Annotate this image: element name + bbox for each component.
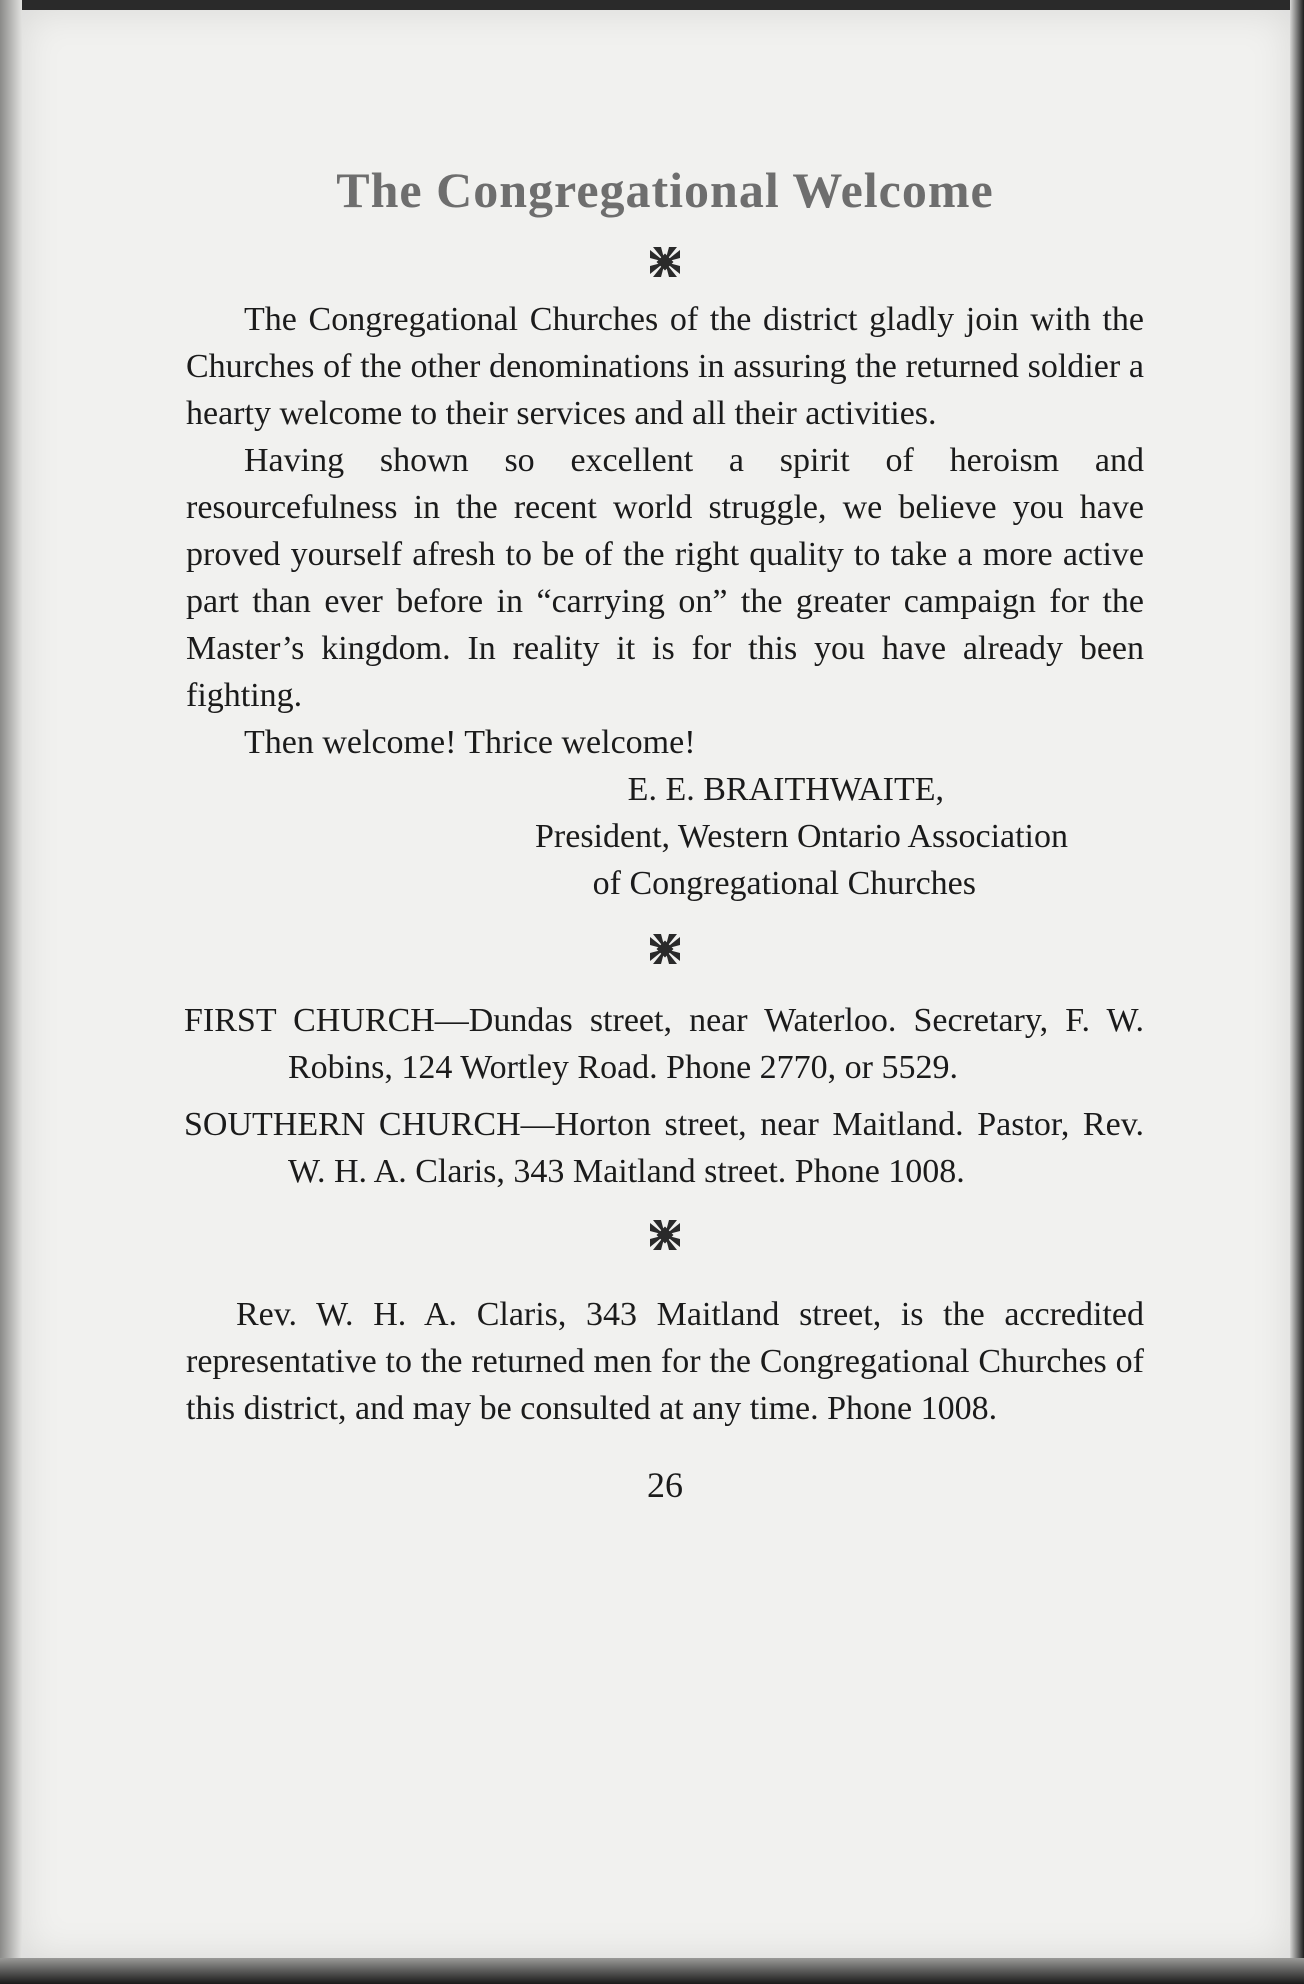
signature-title-line-1: President, Western Ontario Association	[535, 818, 1068, 855]
page-edge-right	[1290, 0, 1304, 1984]
representative-paragraph: Rev. W. H. A. Claris, 343 Maitland street, is the accredited representative to the returned men for the Congregational Churches of this district, and may be consulted at any time. Phone 1008.	[186, 1296, 1144, 1427]
page-number: 26	[647, 1465, 683, 1505]
church-entry-southern: SOUTHERN CHURCH—Horton street, near Maitland. Pastor, Rev. W. H. A. Claris, 343 Maitland street. Phone 1008.	[184, 1106, 1144, 1190]
page-edge-left	[0, 0, 22, 1984]
page-title: The Congregational Welcome	[336, 162, 994, 218]
maltese-cross-icon	[645, 242, 685, 282]
welcome-line: Then welcome! Thrice welcome!	[244, 724, 696, 761]
maltese-cross-icon	[645, 929, 685, 969]
page-edge-bottom	[0, 1958, 1304, 1984]
church-entry-first: FIRST CHURCH—Dundas street, near Waterloo. Secretary, F. W. Robins, 124 Wortley Road. Phone 2770, or 5529.	[184, 1002, 1144, 1086]
church-list	[184, 997, 1144, 1195]
heroism-paragraph: Having shown so excellent a spirit of heroism and resourcefulness in the recent world struggle, we believe you have proved yourself afresh to be of the right quality to take a more active part than ever before in “carrying on” the greater campaign for the Master’s kingdom. In reality it is for this you have already been fighting.	[186, 442, 1144, 714]
page-content	[186, 160, 1144, 1509]
maltese-cross-icon	[645, 1215, 685, 1255]
intro-paragraph: The Congregational Churches of the district gladly join with the Churches of the other denominations in assuring the returned soldier a hearty welcome to their services and all their activities.	[186, 301, 1144, 432]
signature-title-line-2: of Congregational Churches	[592, 865, 976, 902]
signature-name: E. E. BRAITHWAITE,	[627, 771, 944, 808]
